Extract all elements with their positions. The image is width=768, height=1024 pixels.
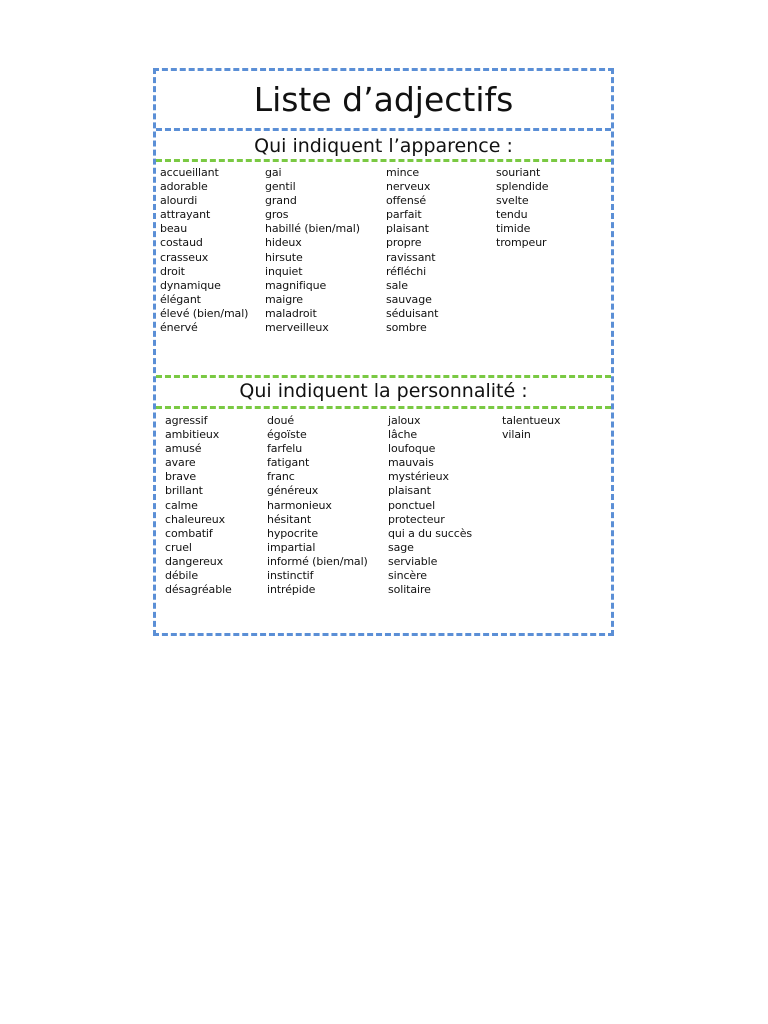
list-item: trompeur [496,236,547,250]
list-item: gai [265,166,282,179]
list-item: élevé (bien/mal) [160,306,249,320]
list-item: ravissant [386,250,436,264]
list-item: hypocrite [267,526,319,540]
adjective-list-sheet [153,68,614,636]
list-item: talentueux [502,414,561,427]
list-item: timide [496,222,531,236]
appearance-column-1 [160,166,248,335]
list-item: généreux [267,484,319,498]
list-item: sombre [386,321,427,335]
list-item: qui a du succès [388,526,472,540]
list-item: fatigant [267,456,310,470]
list-item: protecteur [388,512,445,526]
list-item: accueillant [160,166,219,179]
list-item: brillant [165,484,203,498]
list-item: attrayant [160,208,211,222]
appearance-heading: Qui indiquent l’apparence : [156,133,611,162]
personality-column-3 [388,414,472,597]
list-item: mince [386,166,420,179]
list-item: sincère [388,569,427,583]
list-item: ambitieux [165,428,220,442]
personality-column-4 [502,414,560,442]
list-item: agressif [165,414,208,427]
list-item: sauvage [386,292,432,306]
list-item: amusé [165,442,202,456]
list-item: cruel [165,540,192,554]
list-item: parfait [386,208,422,222]
list-item: informé (bien/mal) [267,554,368,568]
list-item: hideux [265,236,302,250]
personality-heading: Qui indiquent la personnalité : [156,375,611,409]
list-item: crasseux [160,250,209,264]
title-box [156,71,611,131]
list-item: serviable [388,554,438,568]
appearance-column-2 [265,166,360,335]
list-item: brave [165,470,197,484]
list-item: impartial [267,540,316,554]
list-item: grand [265,194,297,208]
list-item: plaisant [386,222,429,236]
personality-column-1 [165,414,232,597]
list-item: merveilleux [265,321,329,335]
list-item: habillé (bien/mal) [265,222,360,236]
list-item: hirsute [265,250,303,264]
list-item: souriant [496,166,541,179]
list-item: inquiet [265,264,303,278]
list-item: élégant [160,292,201,306]
list-item: maigre [265,292,303,306]
list-item: avare [165,456,196,470]
list-item: franc [267,470,295,484]
list-item: plaisant [388,484,431,498]
list-item: beau [160,222,188,236]
list-item: costaud [160,236,203,250]
list-item: intrépide [267,583,316,597]
list-item: gros [265,208,289,222]
personality-column-2 [267,414,368,597]
list-item: mystérieux [388,470,449,484]
list-item: chaleureux [165,512,226,526]
list-item: hésitant [267,512,312,526]
list-item: combatif [165,526,213,540]
list-item: offensé [386,194,427,208]
list-item: gentil [265,180,296,194]
list-item: nerveux [386,180,431,194]
list-item: tendu [496,208,528,222]
list-item: dynamique [160,278,221,292]
list-item: alourdi [160,194,198,208]
list-item: lâche [388,428,418,442]
list-item: sale [386,278,408,292]
list-item: adorable [160,180,208,194]
list-item: svelte [496,194,529,208]
list-item: ponctuel [388,498,436,512]
list-item: dangereux [165,554,224,568]
list-item: doué [267,414,295,427]
list-item: énervé [160,321,198,335]
list-item: magnifique [265,278,327,292]
list-item: splendide [496,180,549,194]
list-item: sage [388,540,414,554]
list-item: réfléchi [386,264,427,278]
appearance-column-4 [496,166,548,251]
list-item: farfelu [267,442,303,456]
list-item: maladroit [265,306,317,320]
list-item: harmonieux [267,498,332,512]
list-item: désagréable [165,583,232,597]
list-item: solitaire [388,583,431,597]
list-item: vilain [502,428,531,442]
page-title: Liste d’adjectifs [253,80,514,119]
list-item: débile [165,569,199,583]
list-item: propre [386,236,422,250]
list-item: égoïste [267,428,307,442]
list-item: instinctif [267,569,314,583]
appearance-column-3 [386,166,438,335]
list-item: loufoque [388,442,436,456]
list-item: calme [165,498,198,512]
list-item: mauvais [388,456,434,470]
list-item: jaloux [388,414,421,427]
list-item: séduisant [386,306,439,320]
list-item: droit [160,264,185,278]
